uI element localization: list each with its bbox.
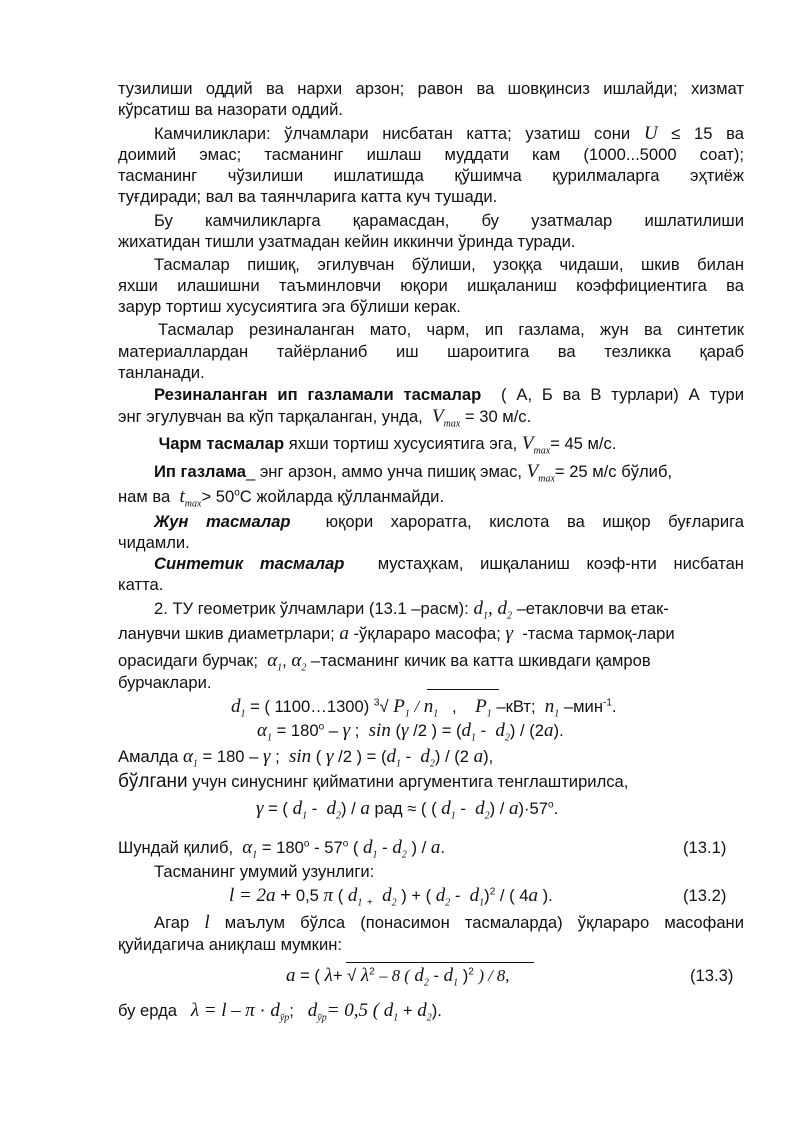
root-overline: [427, 689, 499, 690]
text-line: тузилиши оддий ва нархи арзон; равон ва шовқинсиз ишлайди; хизмат: [118, 79, 744, 98]
text-line: кўрсатиш ва назорати оддий.: [118, 100, 344, 119]
formula-result: Шундай қилиб, $\alpha_1 = 180^o - 57^o$ ( $d_1 - d_2$ ) / a.: [118, 837, 445, 861]
text-line: бўлгани учун синуснинг қийматини аргументига тенглаштирилса,: [118, 771, 629, 792]
equation-number: (13.2): [683, 886, 727, 905]
text-line: Агар l маълум бўлса (понасимон тасмаларда) ўқлараро масофани: [154, 912, 744, 933]
root-overline: [346, 962, 534, 963]
formula-diameter: $d_1$ = ( 1100…1300) $^3$√ $P_1 / n_1$ , $P_1$ –кВт; $n_1$ –мин$^{-1}$.: [231, 696, 617, 720]
text-line: яхши илашишни таъминловчи юқори ишқаланиш коэффициентига ва: [118, 276, 744, 295]
text-line: қуйидагича аниқлаш мумкин:: [118, 935, 342, 954]
text-line: доимий эмас; тасманинг ишлаш муддати кам (1000...5000 соат);: [118, 145, 744, 164]
text-line: 2. ТУ геометрик ўлчамлари (13.1 –расм): $d_1$, $d_2$ –етакловчи ва етак-: [154, 598, 669, 622]
formula-definitions: бу ерда $\lambda = l - \pi \cdot d_{ўр}$; $d_{ўр}= 0,5$ ( $d_1 + d_2$).: [118, 1000, 442, 1024]
text-line: Резиналанган ип газламали тасмалар ( А, Б ва В турлари) А тури: [154, 385, 744, 404]
text-line: энг эгулувчан ва кўп тарқаланган, унда, $V_{max} = 30$ м/с.: [118, 406, 532, 430]
text-line: нам ва $t_{max}> 50^oС$ жойларда қўлланмайди.: [118, 486, 445, 510]
text-line: материаллардан тайёрланиб иш шароитига ва тезликка қараб: [118, 342, 744, 361]
text-line: орасидаги бурчак; $\alpha_1$, $\alpha_2$ –тасманинг кичик ва катта шкивдаги қамров: [118, 650, 651, 674]
text-line: Ип газлама_ энг арзон, аммо унча пишиқ эмас, $V_{max}= 25$ м/с бўлиб,: [154, 461, 673, 485]
text-line: Тасмалар пишиқ, эгилувчан бўлиши, узоққа чидаши, шкив билан: [154, 255, 744, 274]
text-line: Чарм тасмалар яхши тортиш хусусиятига эга, $V_{max}= 45$ м/с.: [158, 433, 617, 457]
text-line: бурчаклари.: [118, 673, 212, 692]
text-line: Тасмалар резиналанган мато, чарм, ип газлама, жун ва синтетик: [158, 320, 744, 339]
formula-angle: $\alpha_1 = 180^o - \gamma$ ; sin (γ /2 ) = $(d_1 - d_2) / (2a)$.: [257, 720, 564, 744]
formula-length: l = 2a + 0,5 π ( $d_1$ $_+$ $d_2$ ) + ( $d_2 - d_1)^2$ / ( 4a ).: [229, 885, 553, 909]
formula-practice: Амалда $\alpha_1 = 180 - \gamma$ ; sin ( γ /2 ) = $(d_1 - d_2) / (2$ a),: [118, 746, 494, 770]
text-line: зарур тортиш хусусиятига эга бўлиши керак.: [118, 297, 461, 316]
text-line: чидамли.: [118, 533, 190, 552]
text-line: Синтетик тасмалар мустаҳкам, ишқаланиш коэф-нти нисбатан: [154, 554, 744, 573]
text-line: Тасманинг умумий узунлиги:: [154, 862, 375, 881]
text-line: Бу камчиликларга қарамасдан, бу узатмалар ишлатилиши: [154, 211, 744, 230]
text-line: Жун тасмалар юқори хароратга, кислота ва ишқор буғларига: [154, 512, 744, 531]
text-line: Камчиликлари: ўлчамлари нисбатан катта; узатиш сони U ≤ 15 ва: [154, 123, 744, 144]
formula-axis-distance: a = ( λ+ √ $\lambda^2 - 8$ ( $d_2 - d_1$ )$^2$ ) / 8,: [286, 965, 510, 989]
text-line: туғдиради; вал ва таянчларига катта куч тушади.: [118, 187, 498, 206]
text-line: катта.: [118, 575, 164, 594]
text-line: жихатидан тишли узатмадан кейин иккинчи ўринда туради.: [118, 232, 576, 251]
formula-gamma: γ = ( $d_1 - d_2$) / a рад ≈ ( ( $d_1 - d_2) / a)\cdot 57^o$.: [256, 798, 559, 822]
text-line: ланувчи шкив диаметрлари; a -ўқлараро масофа; γ -тасма тармоқ-лари: [118, 623, 675, 644]
text-line: тасманинг чўзилиши ишлатишда қўшимча қурилмаларга эҳтиёж: [118, 166, 744, 185]
equation-number: (13.1): [683, 838, 727, 857]
equation-number: (13.3): [690, 966, 734, 985]
text-line: танланади.: [118, 363, 205, 382]
